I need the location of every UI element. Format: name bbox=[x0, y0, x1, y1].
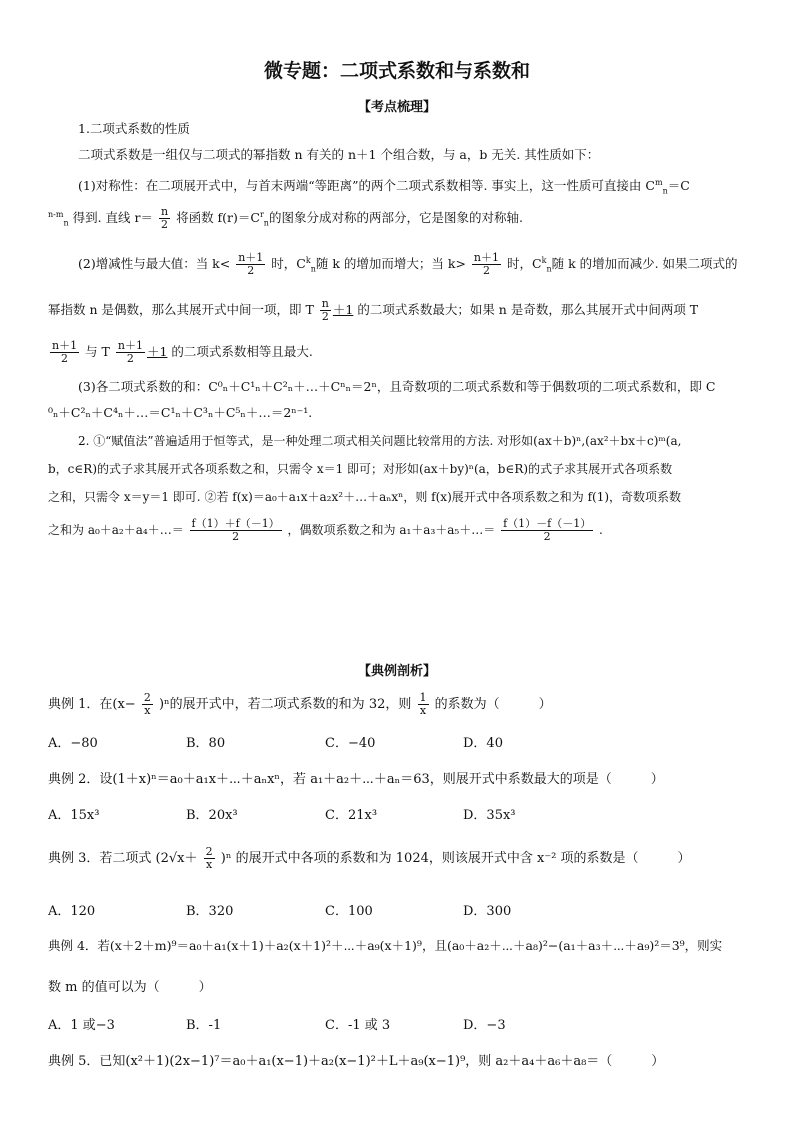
fraction-n-over-2: $\frac{n}{2}$ bbox=[321, 297, 329, 323]
fraction-odd-sum: $\frac{f(1)+f(-1)}{2}$ bbox=[191, 517, 280, 543]
example-1-question: 典例 1．在(x− $\frac{2}{x}$ )ⁿ的展开式中，若二项式系数的和为 32，则 $\frac{1}{x}$ 的系数为（ ） bbox=[48, 691, 552, 717]
point-1-monotonic-line-1: (2)增减性与最大值：当 k< $\frac{n+1}{2}$ 时，$C^k_n$随 k 的增加而增大；当 k> $\frac{n+1}{2}$ 时，$C^k_n$随 k 的增加而减少. 如果二项式的 bbox=[78, 251, 738, 278]
example-4-question: 典例 4．若(x＋2＋m)⁹＝a₀＋a₁(x＋1)＋a₂(x＋1)²＋⋯＋a₉(x＋1)⁹，且(a₀＋a₂＋⋯＋a₈)²−(a₁＋a₃＋⋯＋a₉)²＝3⁹，则实 bbox=[48, 938, 723, 953]
point-1-symmetry-line-2: $^{n-m}_n$ 得到. 直线 r＝ $\frac{n}{2}$ 将函数 $f(r)=C^r_n$的图象分成对称的两部分，它是图象的对称轴. bbox=[48, 205, 523, 232]
example-2-question: 典例 2．设(1＋x)ⁿ＝a₀＋a₁x＋⋯＋aₙxⁿ，若 a₁＋a₂＋⋯＋aₙ＝63，则展开式中系数最大的项是（ ） bbox=[48, 772, 664, 787]
option-d: D．−3 bbox=[463, 1018, 506, 1033]
option-b: B．320 bbox=[186, 904, 234, 919]
example-4-question-continued: 数 m 的值可以为（ ） bbox=[48, 980, 212, 995]
fraction-n-plus-1-over-2: $\frac{n+1}{2}$ bbox=[117, 339, 143, 365]
option-b: B．20x³ bbox=[186, 808, 238, 823]
point-1-monotonic-line-3: $\frac{n+1}{2}$ 与 T $\frac{n+1}{2}$ ＋1 的二项式系数相等且最大. bbox=[52, 339, 313, 365]
section-heading-points: 【考点梳理】 bbox=[357, 100, 436, 115]
section-heading-examples: 【典例剖析】 bbox=[357, 664, 436, 679]
fraction-even-sum: $\frac{f(1)-f(-1)}{2}$ bbox=[503, 517, 592, 543]
example-5-question: 典例 5．已知(x²＋1)(2x−1)⁷＝a₀＋a₁(x−1)＋a₂(x−1)²＋L＋a₉(x−1)⁹，则 a₂＋a₄＋a₆＋a₈＝（ ） bbox=[48, 1054, 665, 1069]
point-1-intro: 二项式系数是一组仅与二项式的幂指数 n 有关的 n＋1 个组合数，与 a，b 无关. 其性质如下： bbox=[78, 147, 600, 162]
fraction-1-over-x: $\frac{1}{x}$ bbox=[419, 691, 427, 717]
option-c: C．21x³ bbox=[325, 808, 378, 823]
point-2-line-3: 之和，只需令 x＝y＝1 即可. ②若 f(x)＝a₀＋a₁x＋a₂x²＋…＋aₙxⁿ，则 f(x)展开式中各项系数之和为 f(1)，奇数项系数 bbox=[48, 490, 682, 504]
option-a: A．120 bbox=[48, 904, 96, 919]
point-2-line-1: 2. ①“赋值法”普遍适用于恒等式，是一种处理二项式相关问题比较常用的方法. 对形如(ax＋b)ⁿ,(ax²＋bx＋c)ᵐ(a, bbox=[78, 434, 682, 448]
option-b: B．-1 bbox=[186, 1018, 222, 1033]
option-c: C．-1 或 3 bbox=[325, 1018, 391, 1033]
point-1-heading: 1.二项式系数的性质 bbox=[78, 121, 190, 136]
fraction-n-over-2: $\frac{n}{2}$ bbox=[160, 205, 169, 232]
option-d: D．300 bbox=[463, 904, 512, 919]
fraction-n-plus-1-over-2: $\frac{n+1}{2}$ bbox=[238, 251, 264, 278]
option-c: C．100 bbox=[325, 904, 373, 919]
option-a: A．−80 bbox=[48, 736, 98, 751]
fraction-2-over-x: $\frac{2}{x}$ bbox=[205, 845, 213, 871]
option-a: A．15x³ bbox=[48, 808, 100, 823]
fraction-n-plus-1-over-2: $\frac{n+1}{2}$ bbox=[473, 251, 500, 278]
point-1-symmetry-line-1: (1)对称性：在二项展开式中，与首末两端“等距离”的两个二项式系数相等. 事实上，这一性质可直接由 $C^m_n=C$ bbox=[78, 178, 690, 196]
option-c: C．−40 bbox=[325, 736, 376, 751]
fraction-2-over-x: $\frac{2}{x}$ bbox=[143, 691, 151, 717]
option-a: A．1 或−3 bbox=[48, 1018, 115, 1033]
example-3-question: 典例 3．若二项式 (2√x＋ $\frac{2}{x}$ )ⁿ 的展开式中各项的系数和为 1024，则该展开式中含 x⁻² 项的系数是（ ） bbox=[48, 845, 691, 871]
option-d: D．35x³ bbox=[463, 808, 516, 823]
fraction-n-plus-1-over-2: $\frac{n+1}{2}$ bbox=[52, 339, 78, 365]
point-2-line-2: b，c∈R)的式子求其展开式各项系数之和，只需令 x＝1 即可；对形如(ax＋by)ⁿ(a，b∈R)的式子求其展开式各项系数 bbox=[48, 462, 673, 476]
option-b: B．80 bbox=[186, 736, 226, 751]
page-title: 微专题：二项式系数和与系数和 bbox=[263, 60, 530, 82]
point-1-monotonic-line-2: 幂指数 n 是偶数，那么其展开式中间一项，即 T $\frac{n}{2}$ ＋1 的二项式系数最大；如果 n 是奇数，那么其展开式中间两项 T bbox=[48, 297, 699, 323]
point-1-sum-line-2: ⁰ₙ＋C²ₙ＋C⁴ₙ＋…＝C¹ₙ＋C³ₙ＋C⁵ₙ＋…＝2ⁿ⁻¹. bbox=[48, 405, 313, 420]
point-1-sum-line-1: (3)各二项式系数的和：C⁰ₙ＋C¹ₙ＋C²ₙ＋…＋Cⁿₙ＝2ⁿ，且奇数项的二项式系数和等于偶数项的二项式系数和，即 C bbox=[78, 379, 716, 394]
option-d: D．40 bbox=[463, 736, 503, 751]
point-2-line-4: 之和为 a₀＋a₂＋a₄＋…＝ $\frac{f(1)+f(-1)}{2}$ ，偶数项系数之和为 a₁＋a₃＋a₅＋…＝ $\frac{f(1)-f(-1)}{2}$ . bbox=[48, 517, 603, 543]
